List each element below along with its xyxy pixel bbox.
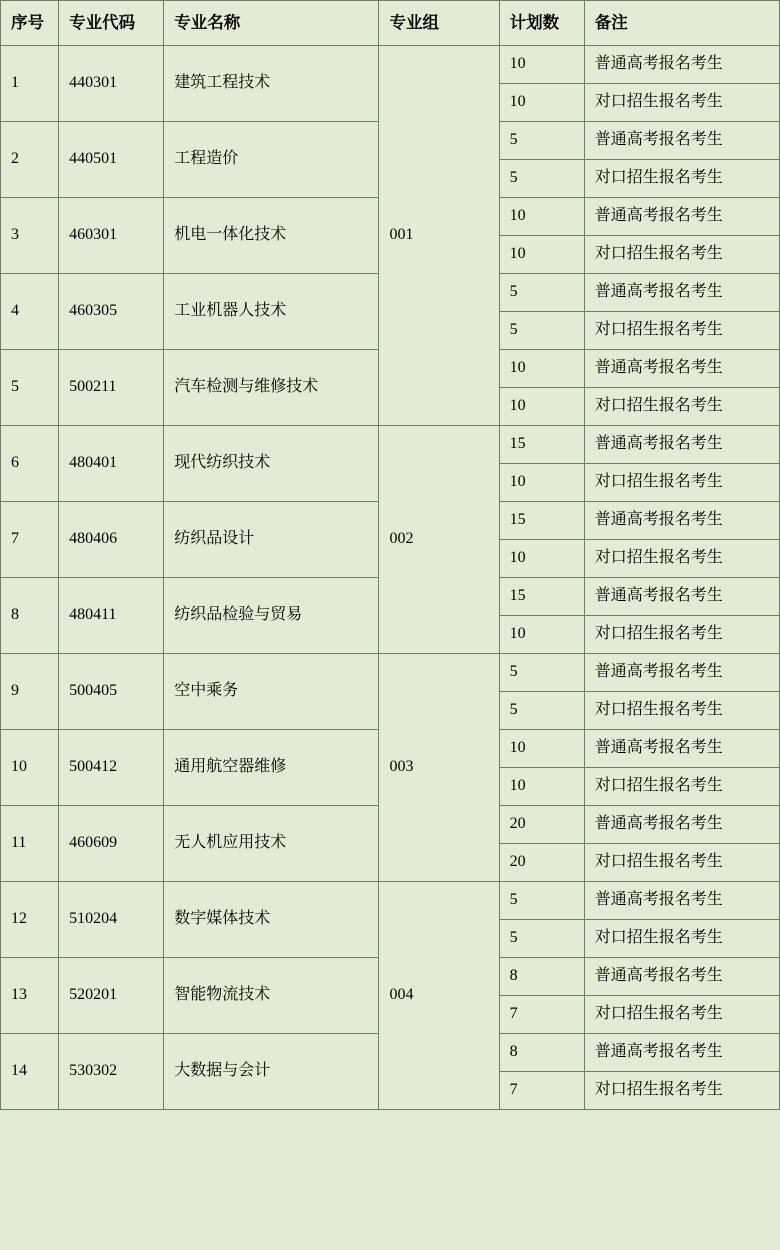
cell-seq: 14 [1,1034,59,1110]
cell-note: 对口招生报名考生 [584,388,779,426]
cell-plan-count: 8 [499,958,584,996]
cell-major-group: 001 [379,46,499,426]
cell-note: 普通高考报名考生 [584,730,779,768]
cell-major-code: 480401 [59,426,164,502]
cell-note: 对口招生报名考生 [584,996,779,1034]
cell-plan-count: 10 [499,350,584,388]
column-header-seq: 序号 [1,1,59,46]
cell-seq: 11 [1,806,59,882]
cell-major-code: 480406 [59,502,164,578]
cell-note: 普通高考报名考生 [584,46,779,84]
cell-major-name: 智能物流技术 [164,958,379,1034]
cell-plan-count: 5 [499,882,584,920]
cell-major-name: 现代纺织技术 [164,426,379,502]
cell-plan-count: 10 [499,46,584,84]
cell-plan-count: 10 [499,730,584,768]
table-row [1,882,780,920]
cell-plan-count: 10 [499,768,584,806]
cell-note: 普通高考报名考生 [584,426,779,464]
cell-note: 对口招生报名考生 [584,236,779,274]
cell-major-group: 002 [379,426,499,654]
cell-seq: 5 [1,350,59,426]
cell-note: 普通高考报名考生 [584,350,779,388]
cell-major-name: 大数据与会计 [164,1034,379,1110]
cell-plan-count: 10 [499,616,584,654]
cell-seq: 9 [1,654,59,730]
cell-major-code: 500405 [59,654,164,730]
cell-note: 普通高考报名考生 [584,198,779,236]
table-header-row [1,1,780,46]
cell-seq: 6 [1,426,59,502]
cell-note: 普通高考报名考生 [584,1034,779,1072]
cell-note: 普通高考报名考生 [584,882,779,920]
cell-plan-count: 5 [499,122,584,160]
cell-note: 对口招生报名考生 [584,844,779,882]
cell-plan-count: 15 [499,502,584,540]
cell-note: 对口招生报名考生 [584,84,779,122]
cell-major-code: 460305 [59,274,164,350]
cell-note: 普通高考报名考生 [584,806,779,844]
cell-major-name: 汽车检测与维修技术 [164,350,379,426]
cell-major-name: 纺织品设计 [164,502,379,578]
cell-note: 对口招生报名考生 [584,312,779,350]
cell-plan-count: 15 [499,426,584,464]
cell-major-name: 无人机应用技术 [164,806,379,882]
cell-note: 对口招生报名考生 [584,920,779,958]
cell-plan-count: 20 [499,806,584,844]
cell-plan-count: 10 [499,540,584,578]
table-row [1,46,780,84]
cell-major-name: 工程造价 [164,122,379,198]
cell-plan-count: 20 [499,844,584,882]
cell-plan-count: 10 [499,464,584,502]
cell-seq: 1 [1,46,59,122]
column-header-major-group: 专业组 [379,1,499,46]
cell-plan-count: 5 [499,654,584,692]
cell-note: 对口招生报名考生 [584,160,779,198]
cell-major-code: 440301 [59,46,164,122]
cell-plan-count: 5 [499,160,584,198]
cell-note: 对口招生报名考生 [584,464,779,502]
column-header-major-name: 专业名称 [164,1,379,46]
cell-major-code: 500412 [59,730,164,806]
table-row [1,654,780,692]
cell-major-group: 003 [379,654,499,882]
cell-plan-count: 7 [499,1072,584,1110]
column-header-plan-count: 计划数 [499,1,584,46]
cell-seq: 4 [1,274,59,350]
cell-note: 普通高考报名考生 [584,654,779,692]
cell-note: 普通高考报名考生 [584,274,779,312]
cell-note: 普通高考报名考生 [584,502,779,540]
cell-note: 对口招生报名考生 [584,616,779,654]
cell-note: 对口招生报名考生 [584,692,779,730]
cell-seq: 8 [1,578,59,654]
cell-plan-count: 5 [499,692,584,730]
cell-seq: 7 [1,502,59,578]
table-row [1,426,780,464]
cell-major-code: 480411 [59,578,164,654]
cell-plan-count: 10 [499,84,584,122]
cell-seq: 12 [1,882,59,958]
cell-major-code: 520201 [59,958,164,1034]
cell-note: 普通高考报名考生 [584,958,779,996]
cell-plan-count: 10 [499,236,584,274]
cell-major-code: 500211 [59,350,164,426]
cell-plan-count: 5 [499,312,584,350]
cell-major-name: 空中乘务 [164,654,379,730]
cell-seq: 2 [1,122,59,198]
cell-note: 普通高考报名考生 [584,122,779,160]
cell-major-code: 440501 [59,122,164,198]
column-header-note: 备注 [584,1,779,46]
cell-note: 对口招生报名考生 [584,768,779,806]
cell-major-name: 数字媒体技术 [164,882,379,958]
cell-plan-count: 15 [499,578,584,616]
cell-major-name: 纺织品检验与贸易 [164,578,379,654]
cell-plan-count: 5 [499,274,584,312]
cell-seq: 3 [1,198,59,274]
cell-major-code: 460609 [59,806,164,882]
cell-major-group: 004 [379,882,499,1110]
cell-major-name: 工业机器人技术 [164,274,379,350]
cell-plan-count: 5 [499,920,584,958]
cell-plan-count: 8 [499,1034,584,1072]
table-body [1,46,780,1110]
cell-major-code: 460301 [59,198,164,274]
cell-major-name: 机电一体化技术 [164,198,379,274]
cell-note: 普通高考报名考生 [584,578,779,616]
cell-note: 对口招生报名考生 [584,540,779,578]
cell-major-code: 530302 [59,1034,164,1110]
cell-major-name: 通用航空器维修 [164,730,379,806]
cell-major-name: 建筑工程技术 [164,46,379,122]
cell-seq: 13 [1,958,59,1034]
table-header [1,1,780,46]
cell-major-code: 510204 [59,882,164,958]
cell-plan-count: 10 [499,198,584,236]
cell-note: 对口招生报名考生 [584,1072,779,1110]
column-header-major-code: 专业代码 [59,1,164,46]
cell-plan-count: 10 [499,388,584,426]
cell-seq: 10 [1,730,59,806]
cell-plan-count: 7 [499,996,584,1034]
